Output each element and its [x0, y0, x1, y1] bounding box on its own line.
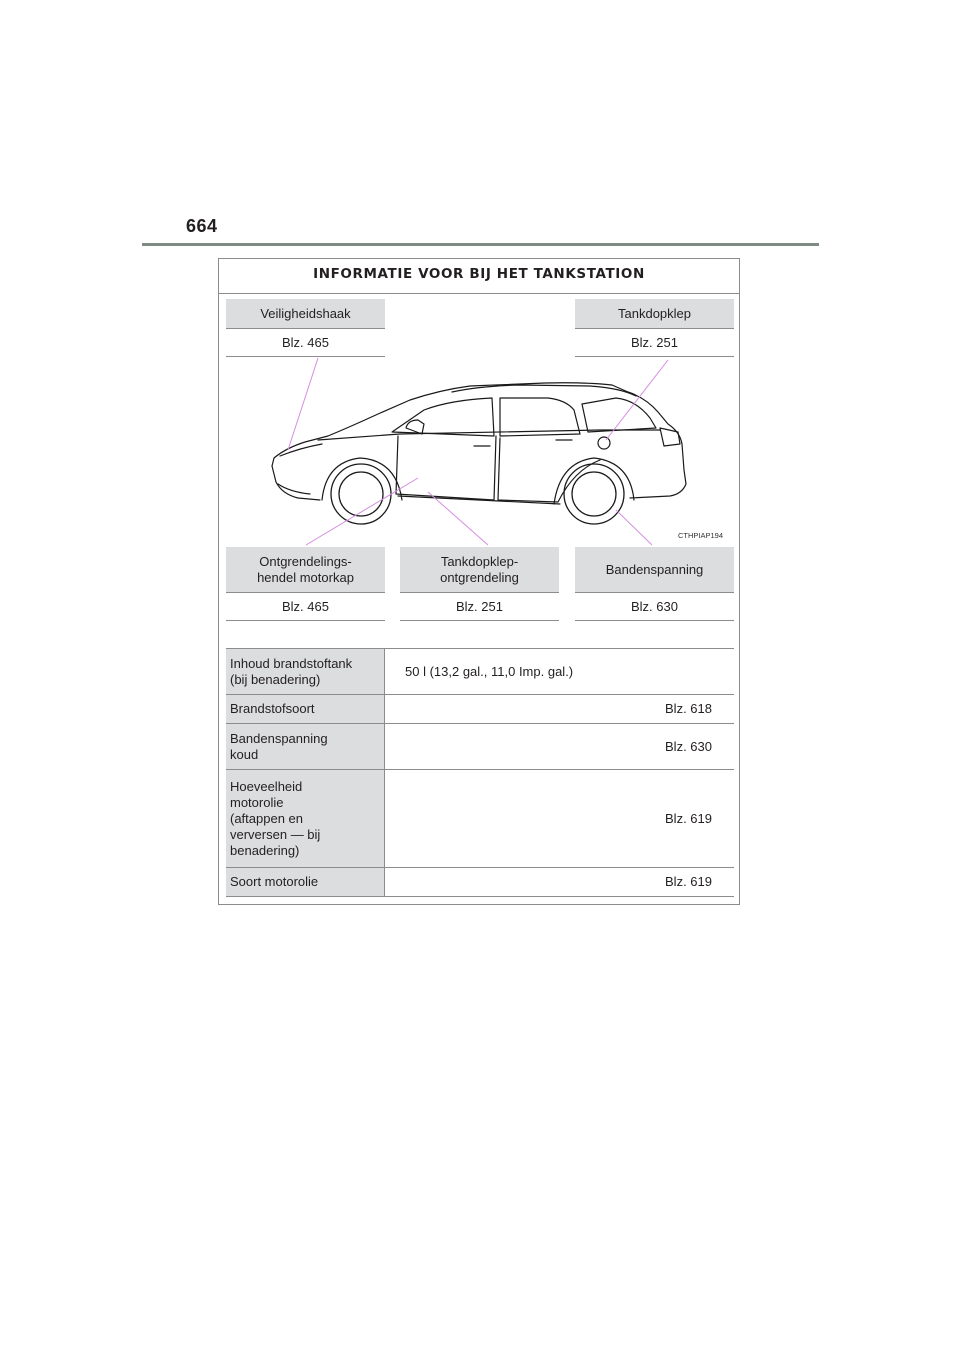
ref-fuel-door-release: Blz. 251	[400, 593, 559, 621]
ref-hood-release: Blz. 465	[226, 593, 385, 621]
table-row-key: Brandstofsoort	[226, 695, 385, 723]
ref-safety-catch: Blz. 465	[226, 329, 385, 357]
table-row-value: Blz. 619	[665, 874, 712, 889]
table-row	[226, 868, 734, 897]
label-fuel-door: Tankdopklep	[575, 299, 734, 329]
table-row-key: Soort motorolie	[226, 868, 385, 896]
table-row-key: Bandenspanning koud	[226, 724, 385, 769]
table-row-key: Hoeveelheid motorolie (aftappen en verversen — bij benadering)	[226, 770, 385, 867]
table-row-value: 50 l (13,2 gal., 11,0 Imp. gal.)	[405, 663, 574, 679]
ref-fuel-door: Blz. 251	[575, 329, 734, 357]
table-row-value: Blz. 630	[665, 738, 712, 754]
page-number: 664	[186, 216, 218, 236]
table-row	[226, 695, 734, 724]
ref-tire-pressure: Blz. 630	[575, 593, 734, 621]
table-row-key: Inhoud brandstoftank (bij benadering)	[226, 649, 385, 694]
label-hood-release: Ontgrendelings- hendel motorkap	[226, 547, 385, 593]
table-row-value: Blz. 618	[665, 701, 712, 716]
illustration-code: CTHPIAP194	[678, 531, 724, 540]
table-row-value: Blz. 619	[665, 810, 712, 826]
label-tire-pressure: Bandenspanning	[575, 547, 734, 593]
panel-title: INFORMATIE VOOR BIJ HET TANKSTATION	[219, 259, 739, 294]
label-fuel-door-release: Tankdopklep- ontgrendeling	[400, 547, 559, 593]
label-safety-catch: Veiligheidshaak	[226, 299, 385, 329]
table-row	[226, 770, 734, 868]
table-row	[226, 649, 734, 695]
table-row	[226, 724, 734, 770]
